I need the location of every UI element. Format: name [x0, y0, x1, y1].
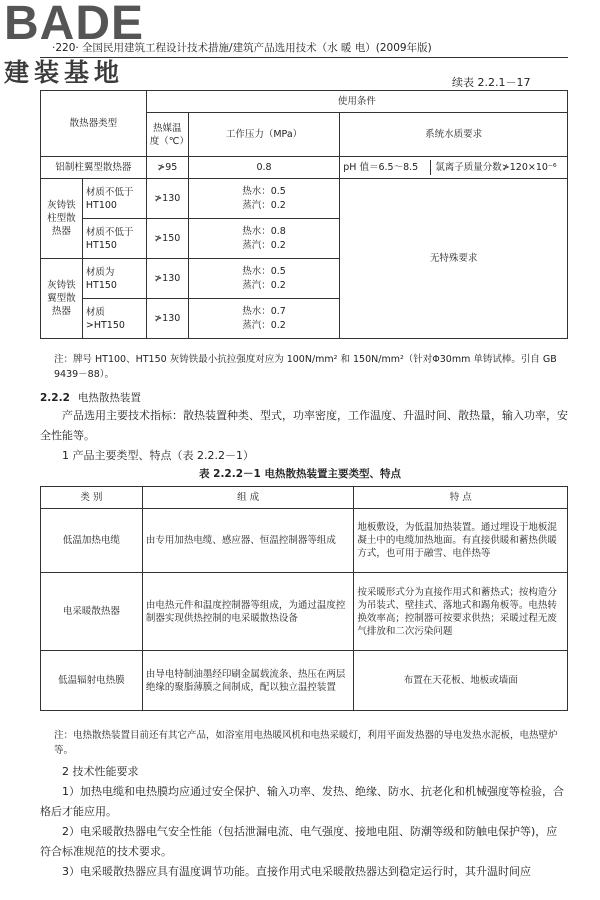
bade-logo: BADE [4, 0, 145, 50]
running-head: ·220· 全国民用建筑工程设计技术措施/建筑产品选用技术（水 暖 电）(2009年版) [52, 42, 432, 54]
material-cell: 材质>HT150 [82, 299, 146, 339]
al-temp: ≯95 [146, 157, 188, 179]
header-water: 系统水质要求 [340, 113, 568, 157]
al-radiator-type: 铝制柱翼型散热器 [41, 157, 147, 179]
continued-table-label: 续表 2.2.1－17 [452, 76, 531, 89]
category-cell: 低温辐射电热膜 [41, 651, 143, 711]
table1-note: 注：牌号 HT100、HT150 灰铸铁最小抗拉强度对应为 100N/mm² 和 150N/mm²（针对Φ30mm 单铸试棒。引自 GB 9439－88）。 [54, 354, 557, 380]
header-category: 类 别 [41, 487, 143, 509]
features-cell: 布置在天花板、地板或墙面 [354, 651, 568, 711]
temp-cell: ≯150 [146, 219, 188, 259]
no-special-requirement: 无特殊要求 [340, 179, 568, 339]
pressure-cell: 热水：0.5 蒸汽：0.2 [188, 259, 340, 299]
electric-heating-table [40, 486, 568, 711]
subsection-2: 2 技术性能要求 [62, 765, 139, 778]
features-cell: 按采暖形式分为直接作用式和蓄热式；按构造分为吊装式、壁挂式、落地式和踢角板等。电热转换效率高；控制器可按要求供热；采暖过程无废气排放和二次污染问题 [354, 573, 568, 651]
al-ph: pH 值＝6.5～8.5 [340, 160, 431, 175]
logo-subtitle: 建装基地 [4, 58, 125, 87]
header-features: 特 点 [354, 487, 568, 509]
category-cell: 低温加热电缆 [41, 509, 143, 573]
header-pressure: 工作压力（MPa） [188, 113, 340, 157]
requirement-3: 3）电采暖散热器应具有温度调节功能。直接作用式电采暖散热器达到稳定运行时，其升温时间应 [62, 865, 531, 878]
pressure-cell: 热水：0.8 蒸汽：0.2 [188, 219, 340, 259]
temp-cell: ≯130 [146, 259, 188, 299]
section-heading: 2.2.2 电热散热装置 [40, 392, 141, 404]
header-rule [40, 57, 568, 58]
temp-cell: ≯130 [146, 299, 188, 339]
composition-cell: 由电热元件和温度控制器等组成，为通过温度控制器实现供热控制的电采暖散热设备 [142, 573, 354, 651]
al-pressure: 0.8 [188, 157, 340, 179]
al-chloride: 氯离子质量分数≯120×10⁻⁶ [435, 162, 557, 173]
features-cell: 地板敷设，为低温加热装置。通过埋设于地板混凝土中的电缆加热地面。有直接供暖和蓄热供暖方式，也可用于融雪、电伴热等 [354, 509, 568, 573]
section-intro: 产品选用主要技术指标：散热装置种类、型式，功率密度，工作温度、升温时间、散热量，输入功率，安全性能等。 [40, 409, 568, 442]
requirement-1: 1）加热电缆和电热膜均应通过安全保护、输入功率、发热、绝缘、防水、抗老化和机械强度等检验，合格后才能应用。 [40, 785, 564, 818]
header-conditions: 使用条件 [146, 91, 567, 113]
header-radiator-type: 散热器类型 [41, 91, 147, 157]
radiator-conditions-table [40, 90, 568, 339]
temp-cell: ≯130 [146, 179, 188, 219]
subsection-1: 1 产品主要类型、特点（表 2.2.2－1） [62, 449, 254, 462]
group-wing-cast-iron: 灰铸铁翼型散热器 [41, 259, 83, 339]
material-cell: 材质为HT150 [82, 259, 146, 299]
composition-cell: 由专用加热电缆、感应器、恒温控制器等组成 [142, 509, 354, 573]
pressure-cell: 热水：0.7 蒸汽：0.2 [188, 299, 340, 339]
material-cell: 材质不低于HT100 [82, 179, 146, 219]
group-column-cast-iron: 灰铸铁柱型散热器 [41, 179, 83, 259]
table2-note: 注：电热散热装置目前还有其它产品，如浴室用电热暖风机和电热采暖灯，利用平面发热器的导电发热水泥板，电热壁炉等。 [54, 730, 558, 756]
header-temp: 热媒温度（℃） [146, 113, 188, 157]
header-composition: 组 成 [142, 487, 354, 509]
pressure-cell: 热水：0.5 蒸汽：0.2 [188, 179, 340, 219]
material-cell: 材质不低于HT150 [82, 219, 146, 259]
requirement-2: 2）电采暖散热器电气安全性能（包括泄漏电流、电气强度、接地电阻、防潮等级和防触电保护等)，应符合标准规范的技术要求。 [40, 825, 558, 858]
table2-caption: 表 2.2.2－1 电热散热装置主要类型、特点 [198, 468, 401, 480]
composition-cell: 由导电特制油墨经印刷金属载流条、热压在两层绝缘的聚脂薄膜之间制成，配以独立温控装置 [142, 651, 354, 711]
al-water [340, 157, 568, 179]
category-cell: 电采暖散热器 [41, 573, 143, 651]
